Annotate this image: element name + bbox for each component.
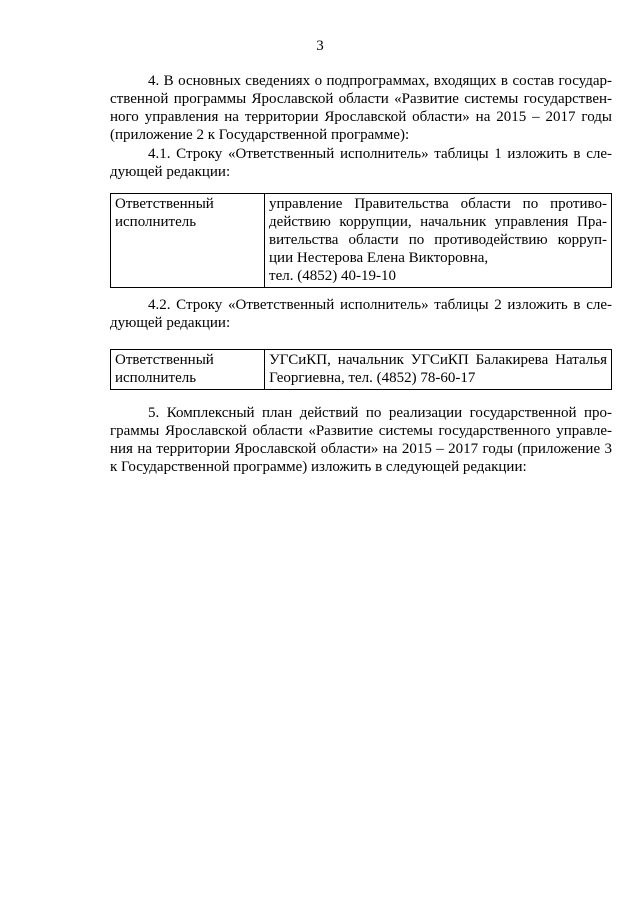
paragraph-line: ного управления на территории Ярославской области» на 2015 – 2017 годы — [110, 109, 612, 125]
table-cell-label — [111, 350, 265, 390]
paragraph-line: (приложение 2 к Государственной программе): — [110, 127, 410, 143]
table-cell-label — [111, 194, 265, 288]
cell-line: Ответственный — [115, 196, 214, 212]
paragraph-4-1 — [110, 145, 612, 181]
table-2 — [110, 349, 612, 390]
paragraph-line: 5. Комплексный план действий по реализации государственной про- — [148, 405, 612, 421]
page-number: 3 — [316, 38, 324, 54]
cell-line: Георгиевна, тел. (4852) 78-60-17 — [269, 370, 476, 386]
paragraph-line: ственной программы Ярославской области «Развитие системы государствен- — [110, 91, 612, 107]
paragraph-line: к Государственной программе) изложить в следующей редакции: — [110, 459, 527, 475]
cell-line: вительства области по противодействию корруп- — [269, 232, 607, 248]
cell-line: управление Правительства области по противо- — [269, 196, 607, 212]
paragraph-5 — [110, 404, 612, 476]
paragraph-line: граммы Ярославской области «Развитие системы государственного управле- — [110, 423, 612, 439]
paragraph-line: дующей редакции: — [110, 164, 231, 180]
table-1 — [110, 193, 612, 288]
cell-line: Ответственный — [115, 352, 214, 368]
table-row — [111, 194, 612, 288]
cell-line: действию коррупции, начальник управления Пра- — [269, 214, 607, 230]
paragraph-line: ния на территории Ярославской области» на 2015 – 2017 годы (приложение 3 — [110, 441, 612, 457]
paragraph-line: 4.2. Строку «Ответственный исполнитель» таблицы 2 изложить в сле- — [148, 297, 612, 313]
table-cell-value — [265, 194, 612, 288]
paragraph-line: 4.1. Строку «Ответственный исполнитель» таблицы 1 изложить в сле- — [148, 146, 612, 162]
paragraph-line: дующей редакции: — [110, 315, 231, 331]
cell-line: ции Нестерова Елена Викторовна, — [269, 250, 489, 266]
cell-line: исполнитель — [115, 214, 197, 230]
table-cell-value — [265, 350, 612, 390]
cell-line: тел. (4852) 40-19-10 — [269, 268, 396, 284]
paragraph-4 — [110, 72, 612, 144]
paragraph-4-2 — [110, 296, 612, 332]
paragraph-line: 4. В основных сведениях о подпрограммах, входящих в состав государ- — [148, 73, 612, 89]
cell-line: УГСиКП, начальник УГСиКП Балакирева Наталья — [269, 352, 607, 368]
cell-line: исполнитель — [115, 370, 197, 386]
table-row — [111, 350, 612, 390]
